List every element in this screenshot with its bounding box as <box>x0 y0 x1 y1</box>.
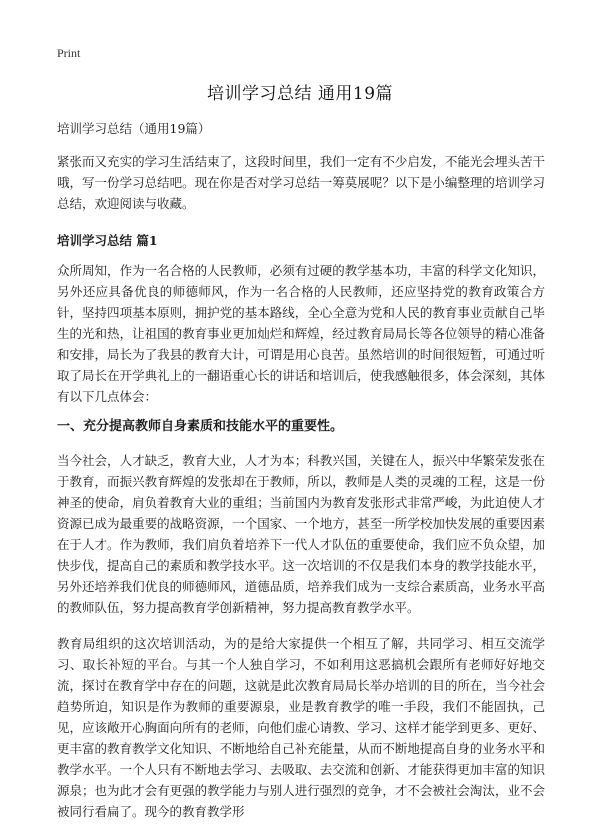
document-title: 培训学习总结 通用19篇 <box>206 84 394 104</box>
body-paragraph-3: 教育局组织的这次培训活动，为的是给大家提供一个相互了解，共同学习、相互交流学习、取长补短的平台。与其一个人独自学习，不如利用这恶搞机会跟所有老师好好地交流，探讨在教育学中存在的问题，这就是此次教育局局长举办培训的目的所在，当今社会趋势所迫，知识是作为教师的重要源泉，业是教育教学的唯一手段，我们不能固执，己见，应该敞开心胸面向所有的老师，向他们虚心请教、学习、这样才能学到更多、更好、更丰富的教育教学文化知识、不断地给自己补充能量，从而不断地提高自身的业务水平和教学水平。一个人只有不断地去学习、去吸取、去交流和创新、才能获得更加丰富的知识源泉；也为此才会有更强的教学能力与别人进行强烈的竞争，才不会被社会淘汰，业不会被同行看扁了。现今的教育教学形 <box>57 636 545 819</box>
print-link[interactable]: Print <box>57 46 81 60</box>
body-paragraph-1: 众所周知，作为一名合格的人民教师，必须有过硬的教学基本功，丰富的科学文化知识，另外还应具备优良的师德师风，作为一名合格的人民教师，还应坚持党的教育政策合方针，坚持四项基本原则，拥护党的基本路线，全心全意为党和人民的教育事业贡献自己毕生的光和热，让祖国的教育事业更加灿烂和辉煌，经过教育局局长等各位领导的精心准备和安排，局长为了我县的教育大计，可谓是用心良苦。虽然培训的时间很短暂，可通过听取了局长在开学典礼上的一翻语重心长的讲话和培训后，使我感触很多，体会深刻，其体有以下几点体会： <box>57 263 545 404</box>
document-body <box>57 118 545 822</box>
body-paragraph-2: 当今社会，人才缺乏，教育大业，人才为本；科教兴国，关键在人，振兴中华繁荣发张在于教育，而振兴教育辉煌的发张却在于教师，所以，教师是人类的灵魂的工程，这是一份神圣的使命，肩负着教育大业的重组；当前国内为教育发张形式非常严峻，为此迫使人才资源已成为最重要的战略资源，一个国家、一个地方，甚至一所学校加快发展的重要因素在于人才。作为教师，我们肩负着培养下一代人才队伍的重要使命，我们应不负众望，加快步伐，提高自己的素质和教学技水平。这一次培训的不仅是我们本身的教学技能水平，另外还培养我们优良的师德师风，道德品质，培养我们成为一支综合素质高，业务水平高的教师队伍，努力提高教育学创新精神，努力提高教育教学水平。 <box>57 453 545 615</box>
document-subtitle: 培训学习总结（通用19篇） <box>57 121 211 136</box>
intro-paragraph: 紧张而又充实的学习生活结束了，这段时间里，我们一定有不少启发，不能光会埋头苦干哦，写一份学习总结吧。现在你是否对学习总结一筹莫展呢？以下是小编整理的培训学习总结，欢迎阅读与收藏。 <box>57 154 545 211</box>
subheading-1: 一、充分提高教师自身素质和技能水平的重要性。 <box>57 419 344 434</box>
section-heading: 培训学习总结 篇1 <box>57 233 158 248</box>
